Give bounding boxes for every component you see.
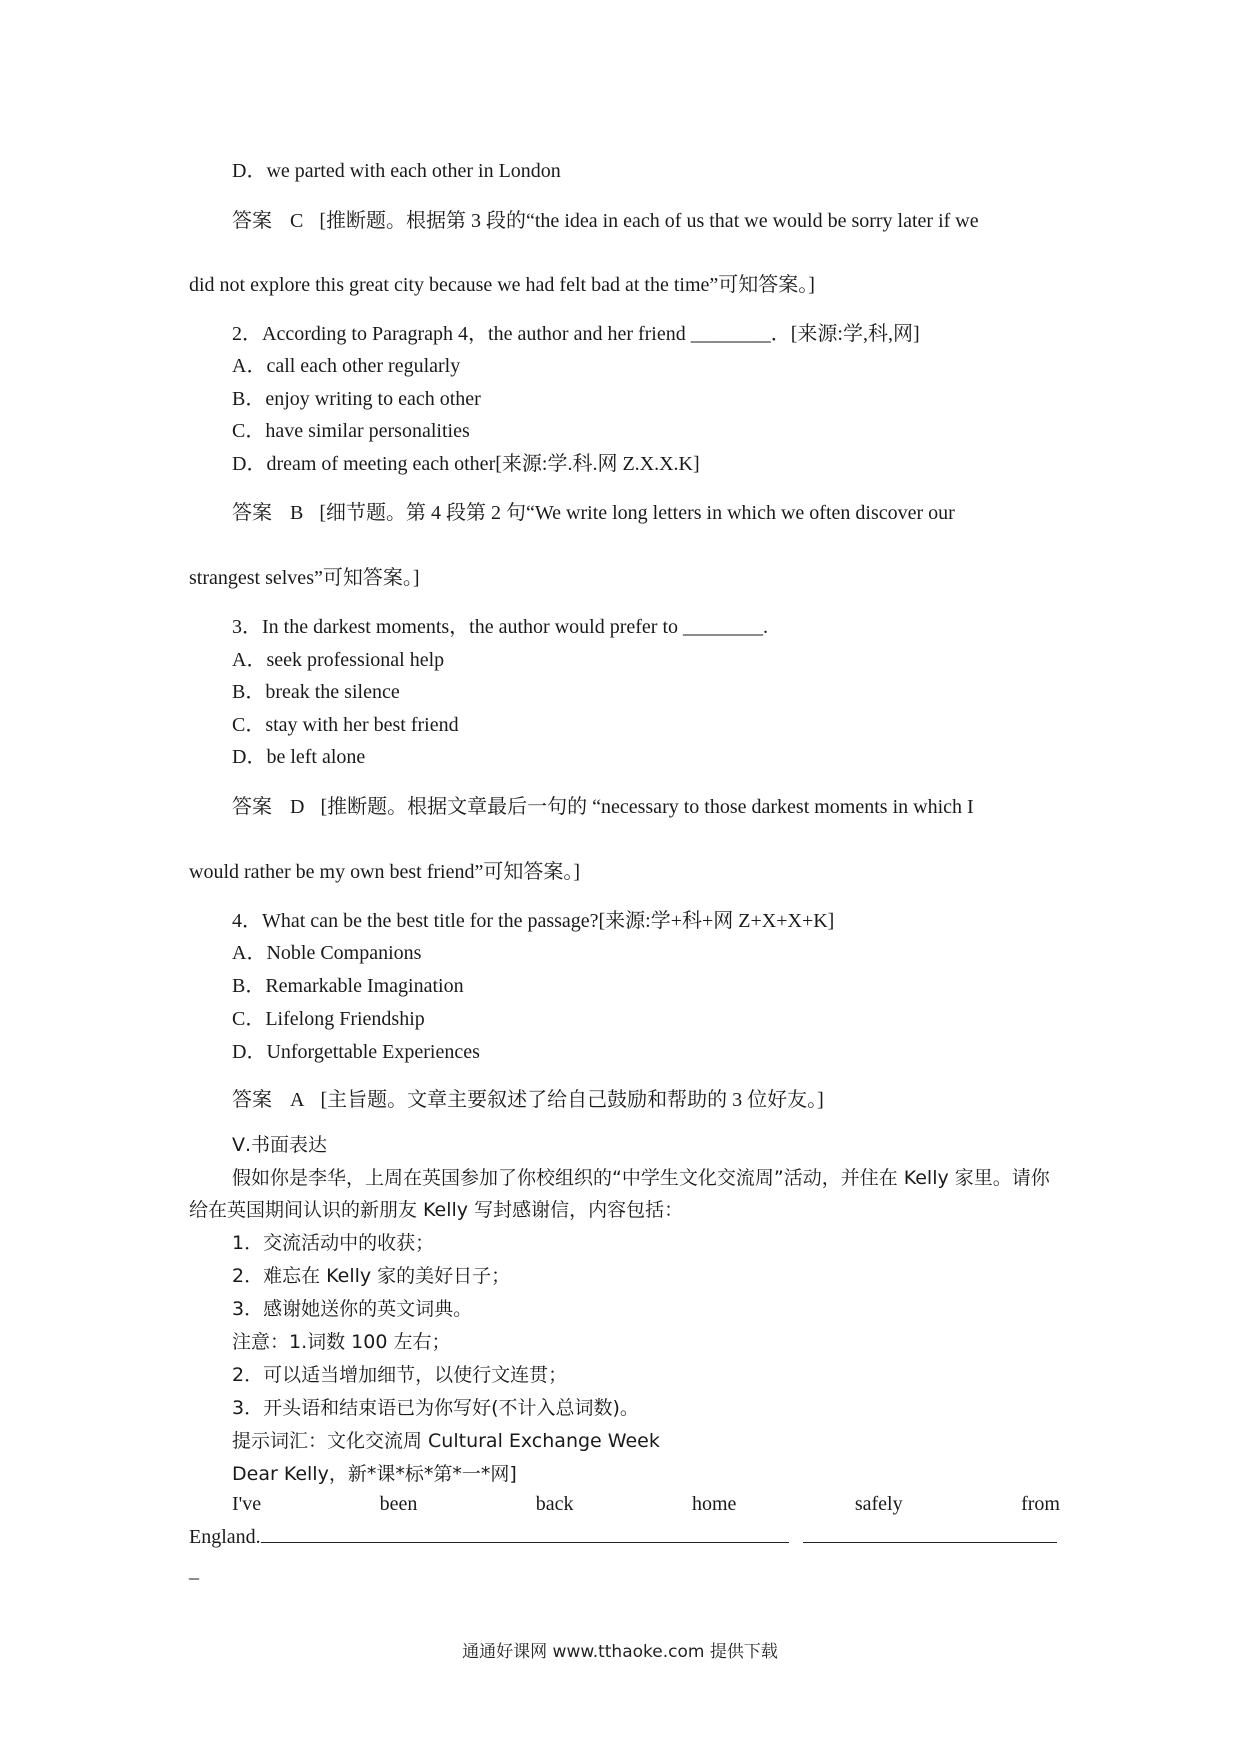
q4-option-c: C．Lifelong Friendship	[232, 1008, 425, 1030]
answer-explanation: [主旨题。文章主要叙述了给自己鼓励和帮助的 3 位好友。]	[320, 1089, 824, 1111]
q4-answer-line-1	[232, 1083, 824, 1112]
q2-option-b: B．enjoy writing to each other	[232, 388, 481, 410]
q4-option-d: D．Unforgettable Experiences	[232, 1041, 480, 1063]
q3-answer-line-1	[232, 790, 974, 819]
opening-word: back	[535, 1493, 574, 1515]
q3-option-b: B．break the silence	[232, 681, 400, 703]
q3-question: 3．In the darkest moments，the author would prefer to ________.	[232, 616, 768, 638]
writing-note-2: 2．可以适当增加细节，以使行文连贯；	[232, 1364, 568, 1386]
writing-item-2: 2．难忘在 Kelly 家的美好日子；	[232, 1265, 511, 1287]
q3-option-c: C．stay with her best friend	[232, 714, 459, 736]
q2-option-c: C．have similar personalities	[232, 420, 470, 442]
answer-blank[interactable]	[261, 1542, 789, 1543]
opening-word: I've	[232, 1493, 262, 1515]
writing-hint: 提示词汇：文化交流周 Cultural Exchange Week	[232, 1430, 660, 1452]
opening-word: safely	[854, 1493, 903, 1515]
q4-question: 4．What can be the best title for the passage?[来源:学+科+网 Z+X+X+K]	[232, 910, 835, 932]
writing-note-1: 注意：1.词数 100 左右；	[232, 1331, 451, 1353]
answer-blank[interactable]	[803, 1542, 1057, 1543]
q1-answer-line-1	[232, 204, 979, 233]
q4-option-a: A．Noble Companions	[232, 942, 422, 964]
answer-key: A	[290, 1089, 305, 1111]
writing-item-1: 1．交流活动中的收获；	[232, 1232, 435, 1254]
answer-key: B	[290, 502, 304, 524]
q2-option-d: D．dream of meeting each other[来源:学.科.网 Z.X.X.K]	[232, 453, 700, 475]
answer-label: 答案	[232, 500, 272, 524]
letter-writing-line	[189, 1526, 1057, 1549]
answer-label: 答案	[232, 1087, 272, 1111]
opening-word: from	[1021, 1493, 1060, 1515]
page-footer: 通通好课网 www.tthaoke.com 提供下载	[462, 1642, 778, 1662]
writing-note-3: 3．开头语和结束语已为你写好(不计入总词数)。	[232, 1397, 639, 1419]
q2-option-a: A．call each other regularly	[232, 355, 461, 377]
trailing-mark: _	[189, 1560, 199, 1582]
q3-answer-line-2: would rather be my own best friend”可知答案。]	[189, 861, 581, 883]
answer-key: C	[290, 210, 304, 232]
opening-word: been	[379, 1493, 418, 1515]
answer-key: D	[290, 796, 305, 818]
q2-question: 2．According to Paragraph 4，the author and her friend ________．[来源:学,科,网]	[232, 323, 920, 345]
answer-explanation: [推断题。根据文章最后一句的 “necessary to those darkest moments in which I	[320, 796, 974, 818]
q3-option-d: D．be left alone	[232, 746, 366, 768]
q2-answer-line-1	[232, 496, 955, 525]
answer-label: 答案	[232, 794, 272, 818]
q3-option-a: A．seek professional help	[232, 649, 445, 671]
q4-option-b: B．Remarkable Imagination	[232, 975, 464, 997]
answer-explanation: [推断题。根据第 3 段的“the idea in each of us that we would be sorry later if we	[319, 210, 979, 232]
answer-label: 答案	[232, 208, 272, 232]
letter-opening-line	[232, 1493, 1060, 1516]
writing-prompt: 假如你是李华，上周在英国参加了你校组织的“中学生文化交流周”活动，并住在 Kelly 家里。请你给在英国期间认识的新朋友 Kelly 写封感谢信，内容包括：	[189, 1167, 1050, 1221]
q1-answer-line-2: did not explore this great city because we had felt bad at the time”可知答案。]	[189, 274, 815, 296]
q1-option-d: D．we parted with each other in London	[232, 160, 561, 182]
q2-answer-line-2: strangest selves”可知答案。]	[189, 567, 420, 589]
answer-explanation: [细节题。第 4 段第 2 句“We write long letters in which we often discover our	[319, 502, 955, 524]
letter-greeting: Dear Kelly，新*课*标*第*一*网]	[232, 1463, 517, 1485]
opening-word: home	[691, 1493, 737, 1515]
writing-heading: Ⅴ.书面表达	[232, 1134, 328, 1156]
writing-item-3: 3．感谢她送你的英文词典。	[232, 1298, 473, 1320]
opening-word-end: England.	[189, 1526, 261, 1548]
